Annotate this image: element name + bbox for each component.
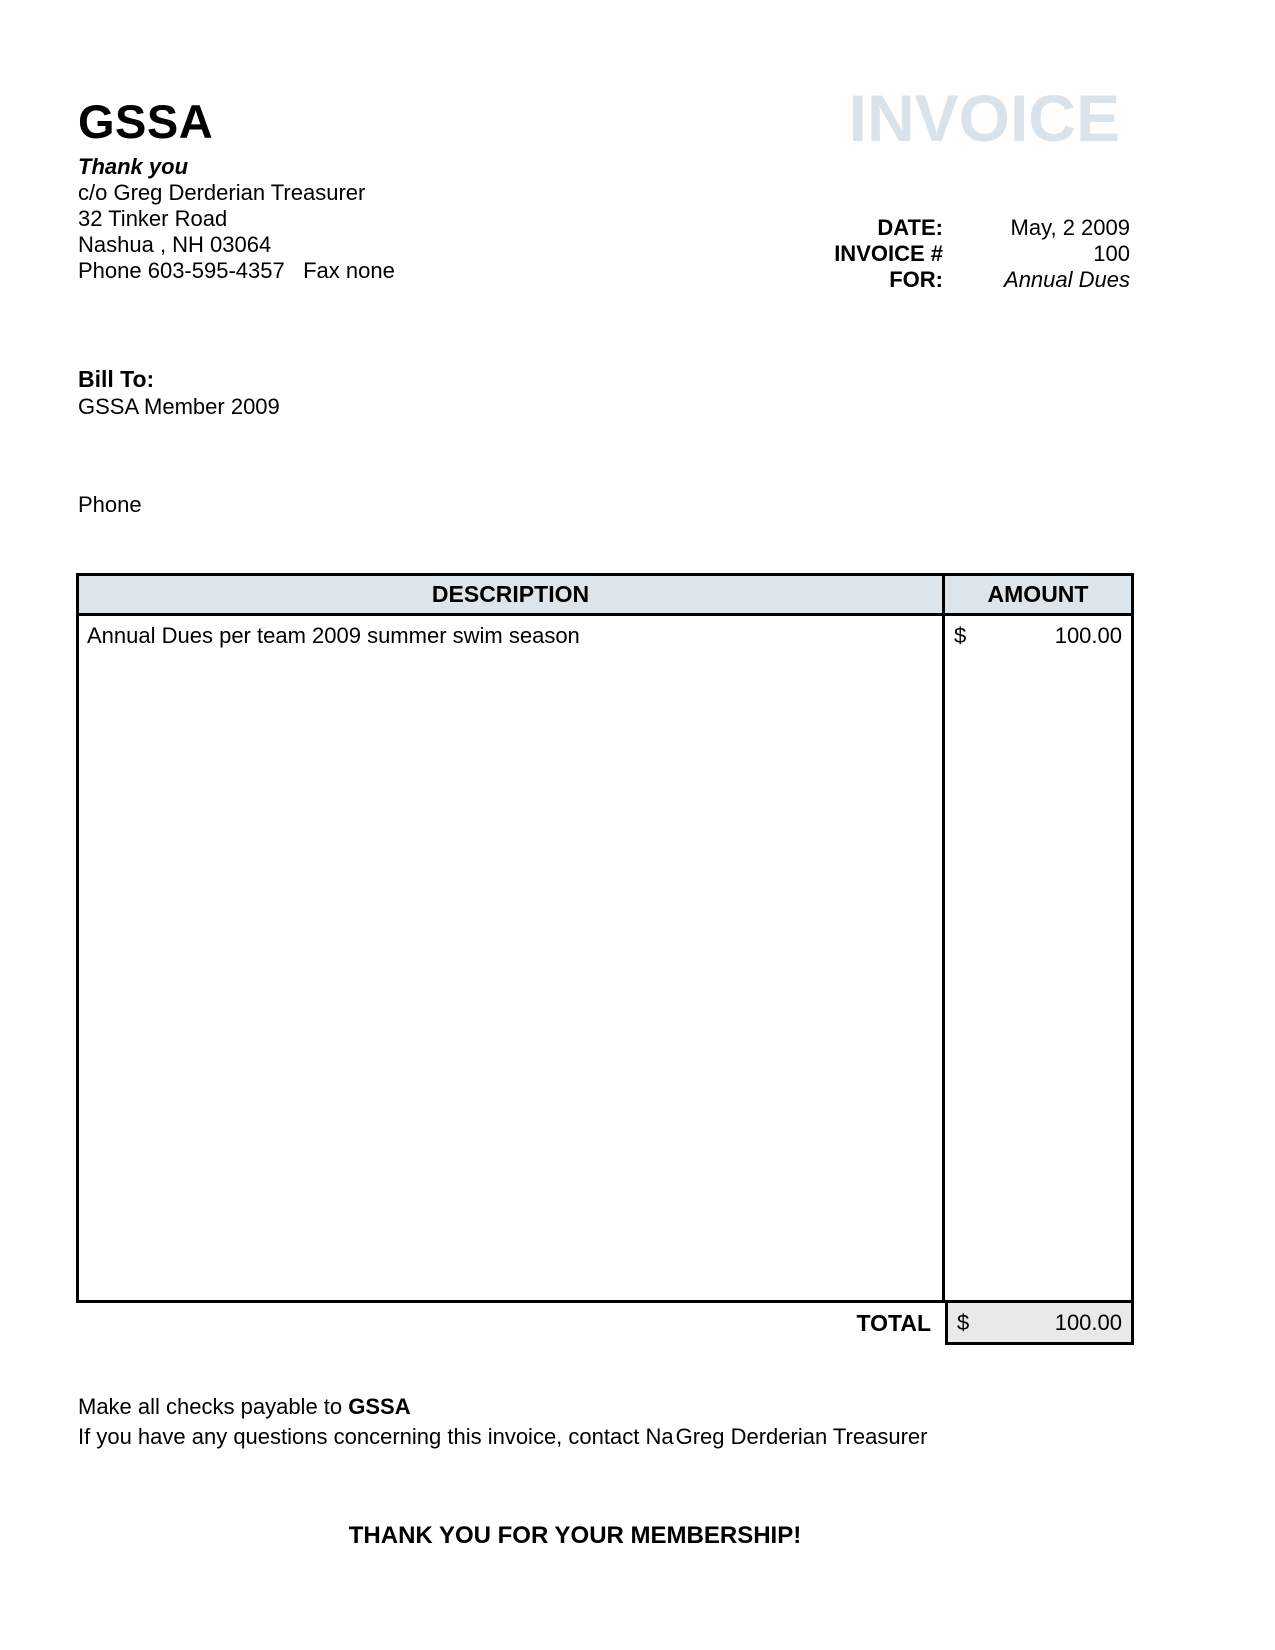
sender-tagline: Thank you bbox=[78, 154, 189, 179]
line-item-amount-cell bbox=[945, 616, 1131, 1300]
for-value: Annual Dues bbox=[1004, 267, 1130, 292]
total-label: TOTAL bbox=[856, 1310, 931, 1336]
invoice-watermark-title: INVOICE bbox=[848, 81, 1120, 155]
contact-name: Greg Derderian Treasurer bbox=[675, 1424, 928, 1449]
invoice-number-label: INVOICE # bbox=[834, 241, 943, 266]
invoice-number-value: 100 bbox=[1093, 241, 1130, 266]
company-name: GSSA bbox=[78, 95, 214, 148]
line-items-table bbox=[76, 573, 1134, 1345]
sender-street: 32 Tinker Road bbox=[78, 206, 228, 231]
date-label: DATE: bbox=[877, 215, 943, 240]
sender-care-of: c/o Greg Derderian Treasurer bbox=[78, 180, 366, 205]
meta-row-for bbox=[640, 267, 1130, 293]
amount-column-header: AMOUNT bbox=[987, 581, 1089, 607]
for-label: FOR: bbox=[889, 267, 943, 292]
checks-payee: GSSA bbox=[348, 1394, 411, 1419]
total-row bbox=[76, 1303, 1134, 1345]
invoice-meta-block bbox=[640, 215, 1130, 293]
sender-address-block bbox=[78, 154, 395, 284]
sender-city: Nashua , NH 03064 bbox=[78, 232, 272, 257]
checks-payable-line bbox=[78, 1392, 927, 1422]
line-item-description: Annual Dues per team 2009 summer swim season bbox=[79, 616, 945, 1300]
total-amount: 100.00 bbox=[1054, 1309, 1122, 1335]
table-body-frame bbox=[76, 573, 1134, 1303]
meta-row-invoice-number bbox=[640, 241, 1130, 267]
bill-to-label: Bill To: bbox=[78, 366, 155, 392]
bill-to-phone-label: Phone bbox=[78, 492, 142, 517]
total-amount-cell bbox=[945, 1303, 1134, 1345]
footer-notes bbox=[78, 1392, 927, 1452]
bill-to-name: GSSA Member 2009 bbox=[78, 394, 280, 419]
meta-row-date bbox=[640, 215, 1130, 241]
total-currency-symbol: $ bbox=[957, 1309, 970, 1335]
table-row bbox=[79, 616, 1131, 1300]
thank-you-message: THANK YOU FOR YOUR MEMBERSHIP! bbox=[348, 1522, 802, 1549]
questions-prefix: If you have any questions concerning this invoice, contact Na bbox=[78, 1424, 674, 1449]
line-item-amount: 100.00 bbox=[1054, 623, 1122, 648]
currency-symbol: $ bbox=[954, 623, 967, 648]
questions-line bbox=[78, 1422, 927, 1452]
date-value: May, 2 2009 bbox=[1010, 215, 1130, 240]
description-column-header: DESCRIPTION bbox=[79, 576, 945, 613]
bill-to-block bbox=[78, 366, 280, 420]
checks-payable-prefix: Make all checks payable to bbox=[78, 1394, 349, 1419]
table-header-row bbox=[79, 576, 1131, 616]
sender-phone-fax: Phone 603-595-4357 Fax none bbox=[78, 258, 395, 283]
